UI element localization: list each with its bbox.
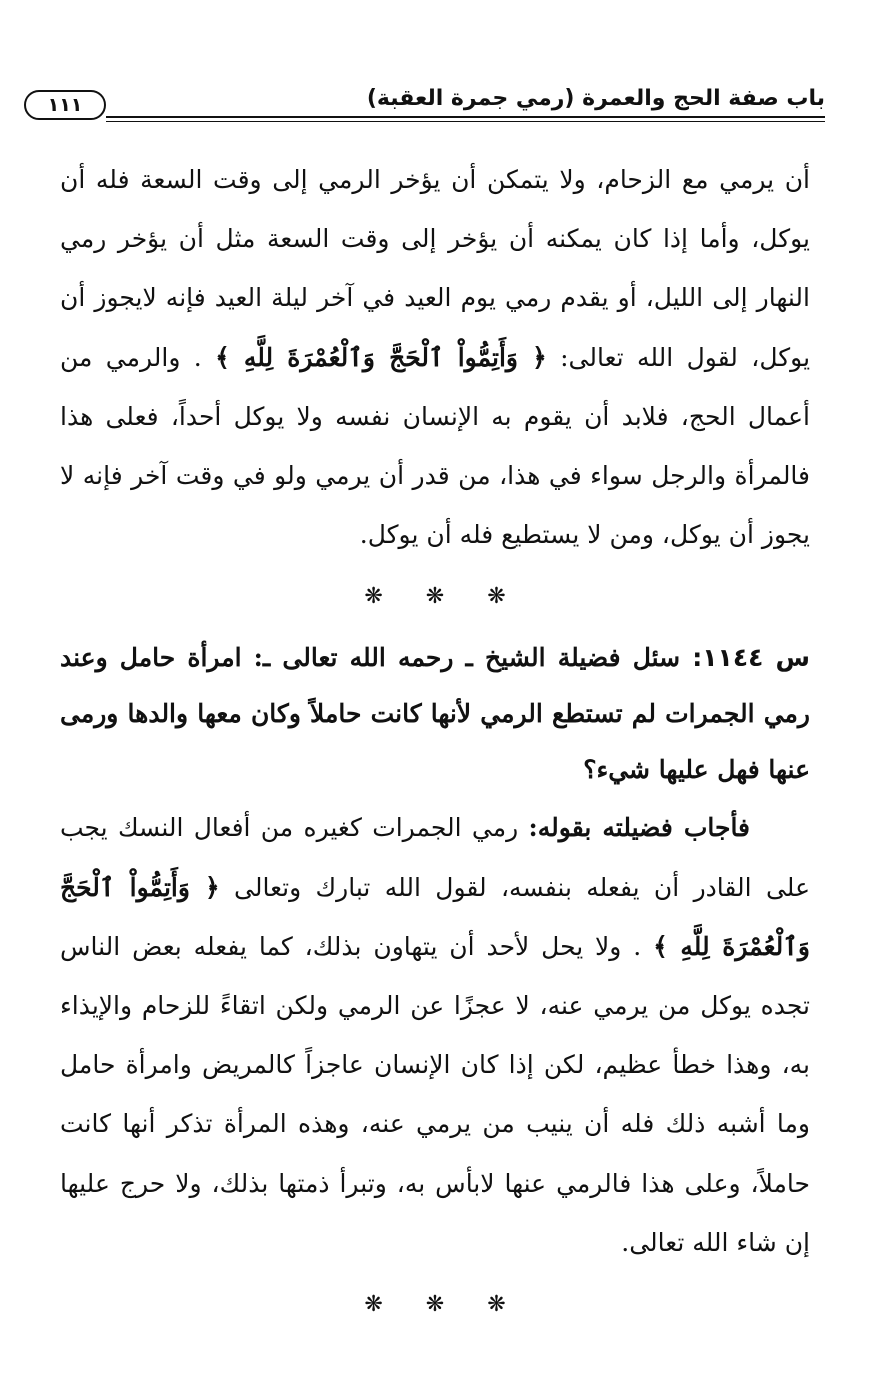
header-rule-thin bbox=[106, 121, 825, 122]
answer-lead: فأجاب فضيلته بقوله: bbox=[528, 813, 751, 843]
question-text: سئل فضيلة الشيخ ـ رحمه الله تعالى ـ: امرأة حامل وعند رمي الجمرات لم تستطع الرمي لأنها كانت حاملاً وكان معها والدها ورمى عنها فهل عليها شيء؟ bbox=[60, 643, 810, 785]
quran-verse: ﴿ وَأَتِمُّواْ ٱلْحَجَّ وَٱلْعُمْرَةَ لِلَّهِ ﴾ bbox=[60, 872, 810, 961]
paragraph-intro bbox=[60, 150, 810, 564]
answer-paragraph bbox=[60, 798, 810, 1272]
quran-verse: ﴿ وَأَتِمُّواْ ٱلْحَجَّ وَٱلْعُمْرَةَ لِلَّهِ ﴾ bbox=[215, 342, 547, 372]
section-separator: ❋ ❋ ❋ bbox=[364, 584, 506, 610]
question-paragraph bbox=[60, 630, 810, 798]
chapter-title: باب صفة الحج والعمرة (رمي جمرة العقبة) bbox=[366, 86, 825, 111]
paragraph-text: أن يرمي مع الزحام، ولا يتمكن أن يؤخر الرمي إلى وقت السعة فله أن يوكل، وأما إذا كان يمكنه أن يؤخر إلى وقت السعة مثل أن يؤخر رمي النهار إلى الليل، أو يقدم رمي يوم العيد في آخر ليلة العيد فإنه لايجوز أن يوكل، لقول الله تعالى: bbox=[60, 165, 811, 372]
question-number: س ١١٤٤: bbox=[692, 643, 810, 673]
paragraph-text: . والرمي من أعمال الحج، فلابد أن يقوم به الإنسان نفسه ولا يوكل أحداً، فعلى هذا فالمرأة والرجل سواء في هذا، من قدر أن يرمي ولو في وقت آخر فإنه لا يجوز أن يوكل، ومن لا يستطيع فله أن يوكل. bbox=[60, 342, 810, 550]
page-body bbox=[60, 150, 810, 1338]
page-header bbox=[24, 84, 825, 130]
section-separator: ❋ ❋ ❋ bbox=[364, 1292, 506, 1318]
header-rule bbox=[106, 116, 825, 118]
answer-text: رمي الجمرات كغيره من أفعال النسك يجب على القادر أن يفعله بنفسه، لقول الله تبارك وتعالى bbox=[60, 813, 810, 902]
page-number: ١١١ bbox=[24, 90, 106, 120]
answer-text: . ولا يحل لأحد أن يتهاون بذلك، كما يفعله بعض الناس تجده يوكل من يرمي عنه، لا عجزًا عن الرمي ولكن اتقاءً للزحام والإيذاء به، وهذا خطأ عظيم، لكن إذا كان الإنسان عاجزاً كالمريض وامرأة حامل وما أشبه ذلك فله أن ينيب من يرمي عنه، وهذه المرأة تذكر أنها كانت حاملاً، وعلى هذا فالرمي عنها لابأس به، وتبرأ ذمتها بذلك، ولا حرج عليها إن شاء الله تعالى. bbox=[60, 931, 810, 1257]
